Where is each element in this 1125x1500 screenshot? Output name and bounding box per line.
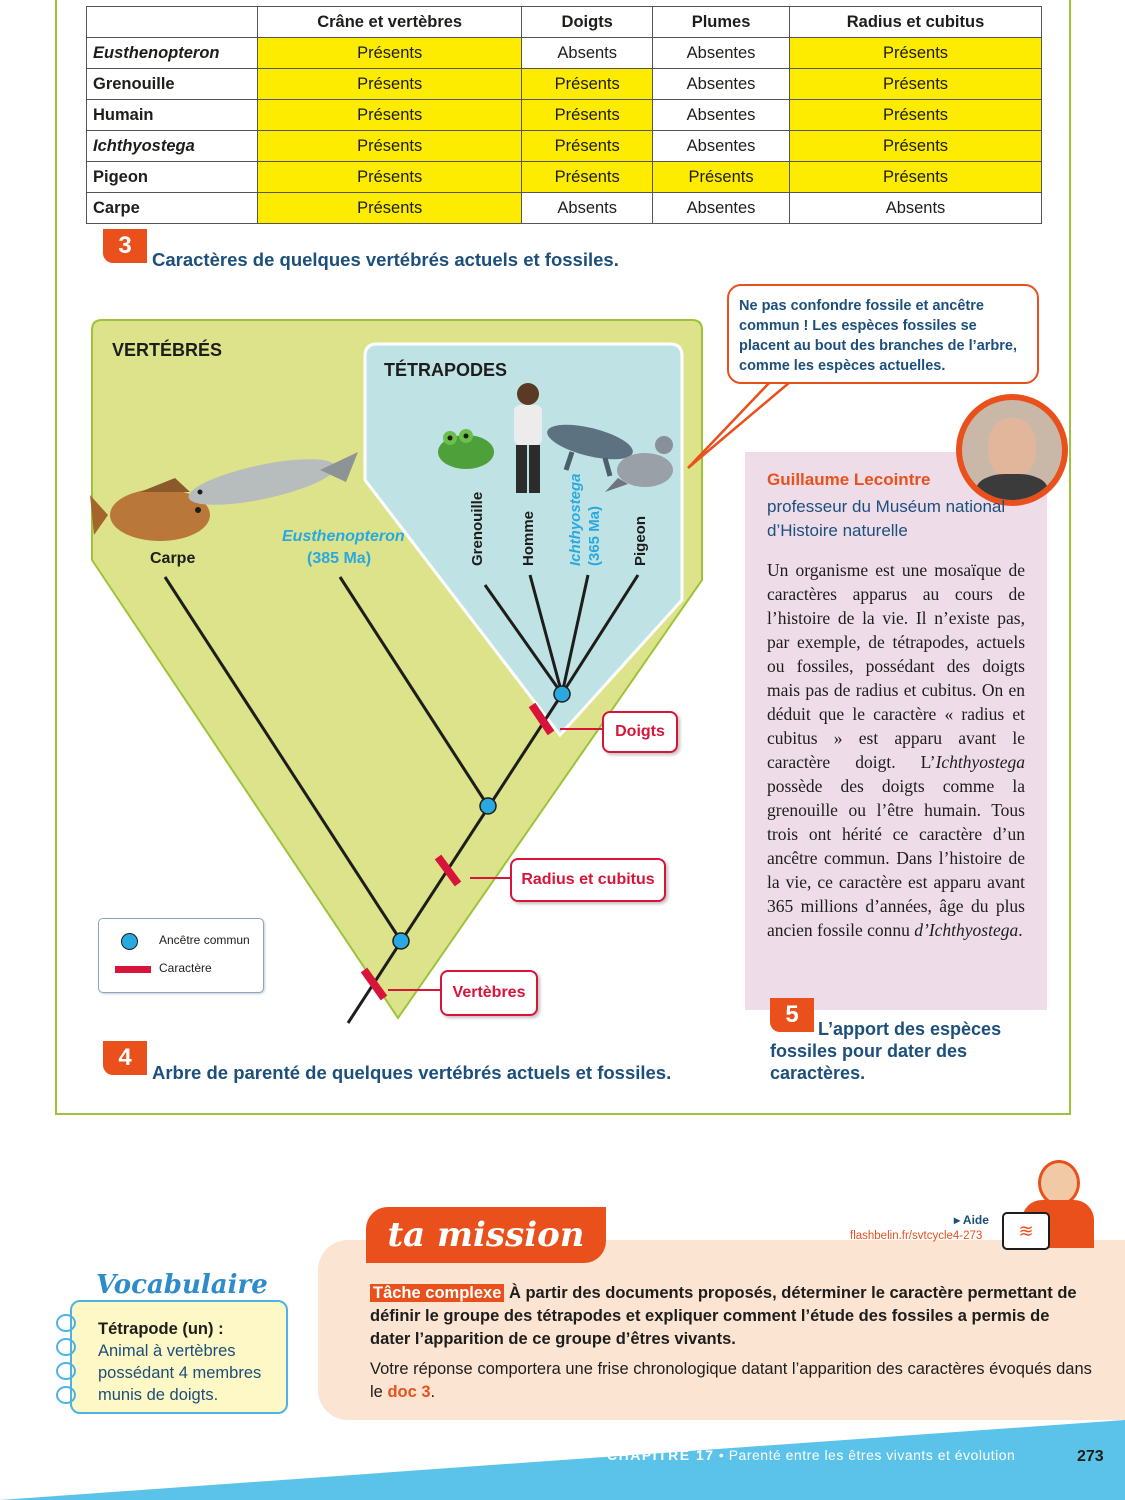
table-cell: Absentes <box>653 69 790 100</box>
table-cell: Présents <box>522 69 653 100</box>
table-cell: Présents <box>258 131 522 162</box>
table-header: Crâne et vertèbres <box>258 7 522 38</box>
ancestor-node <box>393 933 409 949</box>
table-cell: Présents <box>653 162 790 193</box>
vocab-title: Vocabulaire <box>96 1270 268 1300</box>
answer-end: . <box>430 1383 436 1401</box>
table-cell: Présents <box>790 131 1042 162</box>
task-text: À partir des documents proposés, déterminer le caractère permettant de définir le groupe des tétrapodes et expliquer comment l’étude des fossiles a permis de dater l’apparition de ce groupe d’êtres vivants. <box>370 1284 1077 1348</box>
expert-role: professeur du Muséum national d’Histoire naturelle <box>767 497 1006 540</box>
ancestor-node <box>554 686 570 702</box>
tree-legend <box>98 918 264 993</box>
taxon-age-ichthyostega: (365 Ma) <box>586 505 603 566</box>
expert-text-italic: Ichthyostega <box>935 752 1025 772</box>
footer-chapter-number: CHAPITRE 17 <box>607 1447 715 1463</box>
mission-answer <box>370 1358 1100 1404</box>
doc-number-badge: 4 <box>103 1041 147 1075</box>
expert-name: Guillaume Lecointre <box>767 470 931 489</box>
table-cell: Présents <box>522 131 653 162</box>
group-vertebres-label: VERTÉBRÉS <box>112 340 223 360</box>
expert-photo <box>962 400 1062 500</box>
spiral-binding-icon <box>56 1314 76 1396</box>
help-link-url[interactable]: flashbelin.fr/svtcycle4-273 <box>850 1230 983 1242</box>
legend-character-icon <box>115 966 151 973</box>
table-cell: Présents <box>790 69 1042 100</box>
table-cell: Absents <box>522 193 653 224</box>
table-cell: Présents <box>258 38 522 69</box>
answer-doc-ref[interactable]: doc 3 <box>387 1383 431 1401</box>
expert-avatar <box>956 394 1068 506</box>
table-cell-species: Ichthyostega <box>87 131 258 162</box>
character-label-radius: Radius et cubitus <box>510 858 666 902</box>
table-cell: Présents <box>258 193 522 224</box>
expert-text-part: . <box>1018 920 1023 940</box>
expert-text <box>767 558 1025 942</box>
doc5-caption: L’apport des espèces fossiles pour dater des caractères. <box>770 1019 1002 1083</box>
taxon-label-ichthyostega: Ichthyostega <box>567 473 584 566</box>
table-cell-species: Humain <box>87 100 258 131</box>
vocab-card <box>70 1300 288 1414</box>
footer-chapter-title: Parenté entre les êtres vivants et évolution <box>728 1447 1016 1463</box>
ancestor-node <box>480 798 496 814</box>
table-cell: Absents <box>522 38 653 69</box>
illustration-girl-computer <box>1000 1160 1120 1252</box>
footer-chapter <box>607 1447 1015 1463</box>
table-cell: Présents <box>258 69 522 100</box>
table-header: Plumes <box>653 7 790 38</box>
mission-title: ta mission <box>366 1207 606 1263</box>
taxon-label-pigeon: Pigeon <box>632 515 649 566</box>
expert-text-part: possède des doigts comme la grenouille ou l’être humain. Tous trois ont hérité ce caractère d’un ancêtre commun. Dans l’histoire de la vie, ce caractère est apparu avant 365 millions d’années, âge du plus ancien fossile connu <box>767 776 1025 940</box>
mission-task <box>370 1282 1090 1351</box>
wifi-icon: ≋ <box>1002 1212 1050 1250</box>
table-cell: Présents <box>258 162 522 193</box>
table-cell: Absentes <box>653 100 790 131</box>
taxon-label-homme: Homme <box>520 510 537 566</box>
table-cell: Présents <box>790 100 1042 131</box>
answer-text: Votre réponse comportera une frise chronologique datant l’apparition des caractères évoqués dans le <box>370 1360 1092 1401</box>
table-cell: Présents <box>258 100 522 131</box>
doc4-caption: Arbre de parenté de quelques vertébrés actuels et fossiles. <box>152 1062 672 1083</box>
vocab-definition: Animal à vertèbres possédant 4 membres munis de doigts. <box>98 1342 262 1404</box>
footer-separator: • <box>714 1447 729 1463</box>
legend-character-label: Caractère <box>159 961 212 975</box>
table-header: Doigts <box>522 7 653 38</box>
expert-text-italic: d’Ichthyostega <box>914 920 1019 940</box>
taxon-label-eusthenopteron: Eusthenopteron <box>282 528 405 545</box>
doc3-caption: Caractères de quelques vertébrés actuels et fossiles. <box>152 249 619 270</box>
taxon-label-carpe: Carpe <box>150 550 196 567</box>
table-cell: Absentes <box>653 38 790 69</box>
group-tetrapodes-label: TÉTRAPODES <box>384 360 508 380</box>
expert-text-part: Un organisme est une mosaïque de caractères apparus au cours de l’histoire de la vie. Il n’existe pas, par exemple, de tétrapodes, actuels ou fossiles, possédant des doigts mais pas de radius et cubitus. On en déduit que le caractère « radius et cubitus » est apparu avant le caractère doigt. L’ <box>767 560 1025 772</box>
task-tag: Tâche complexe <box>370 1284 504 1302</box>
table-cell-species: Eusthenopteron <box>87 38 258 69</box>
doc-number-badge: 5 <box>770 998 814 1032</box>
doc-number-badge: 3 <box>103 229 147 263</box>
legend-ancestor-icon <box>121 933 138 950</box>
character-label-vertebres: Vertèbres <box>440 970 538 1016</box>
table-cell: Présents <box>790 162 1042 193</box>
table-cell: Absentes <box>653 131 790 162</box>
table-header: Radius et cubitus <box>790 7 1042 38</box>
taxon-label-grenouille: Grenouille <box>469 491 486 566</box>
table-cell: Présents <box>522 100 653 131</box>
table-cell-species: Grenouille <box>87 69 258 100</box>
table-cell-species: Pigeon <box>87 162 258 193</box>
speech-bubble: Ne pas confondre fossile et ancêtre commun ! Les espèces fossiles se placent au bout des branches de l’arbre, comme les espèces actuelles. <box>727 284 1039 384</box>
page-number: 273 <box>1077 1448 1104 1465</box>
legend-ancestor-label: Ancêtre commun <box>159 933 250 947</box>
help-link-label[interactable]: ▸ Aide <box>954 1213 989 1227</box>
taxon-age-eusthenopteron: (385 Ma) <box>307 550 372 567</box>
table-cell: Absentes <box>653 193 790 224</box>
character-label-doigts: Doigts <box>602 711 678 753</box>
table-cell-species: Carpe <box>87 193 258 224</box>
table-cell: Présents <box>522 162 653 193</box>
table-cell: Absents <box>790 193 1042 224</box>
table-cell: Présents <box>790 38 1042 69</box>
vocab-term: Tétrapode (un) : <box>98 1320 224 1338</box>
